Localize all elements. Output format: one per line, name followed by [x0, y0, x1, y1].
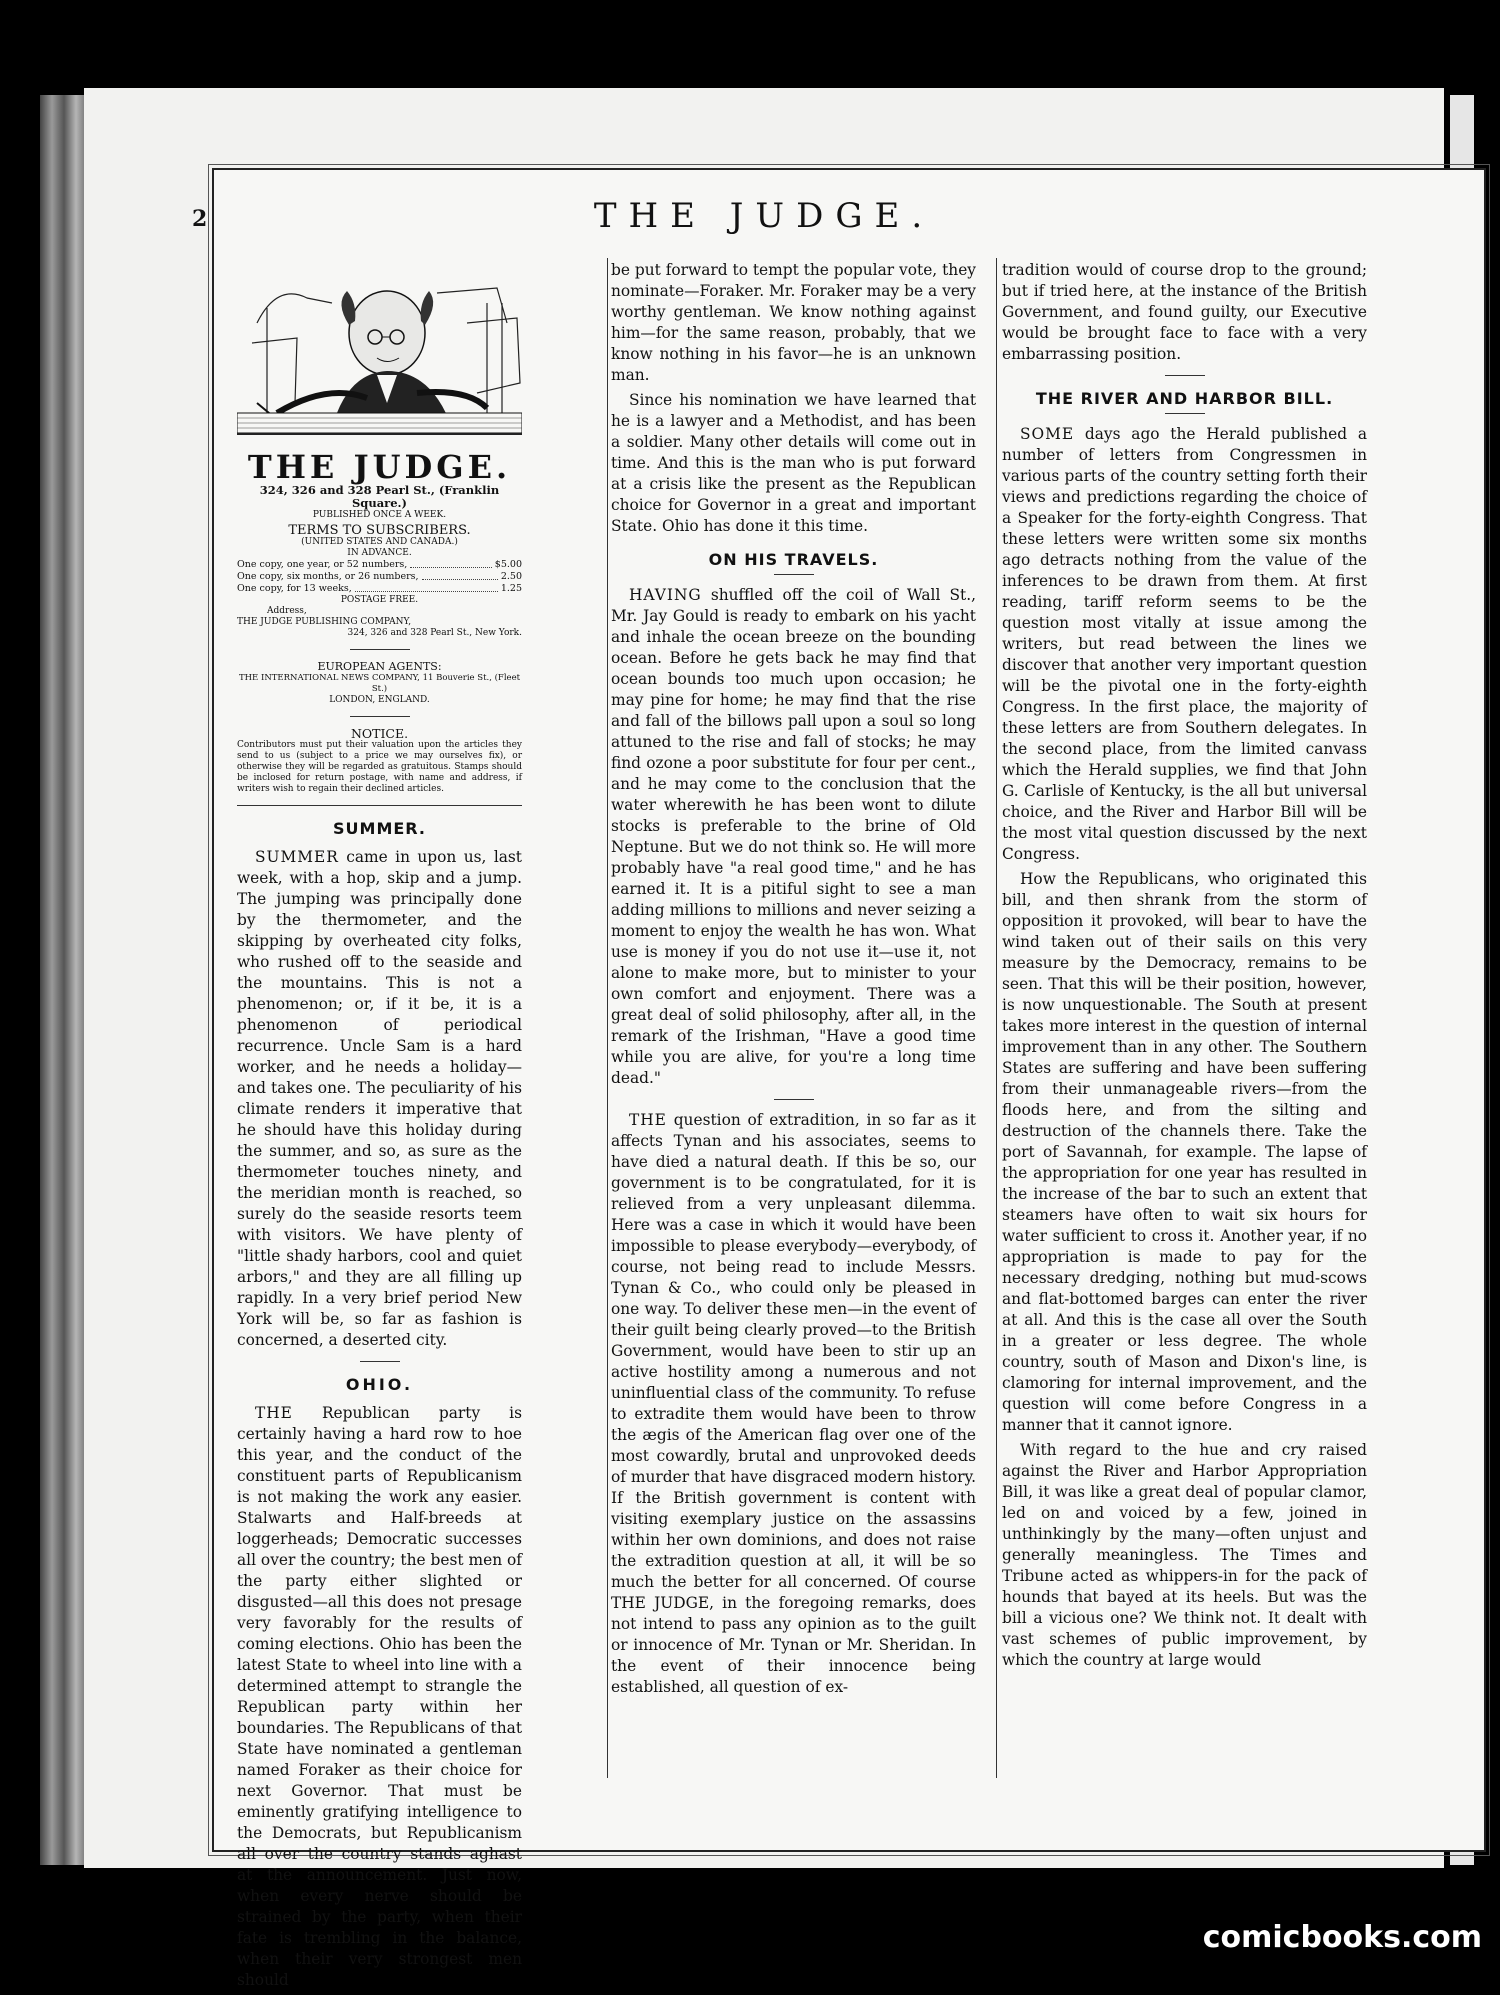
heading-travels: ON HIS TRAVELS.: [708, 550, 879, 569]
column-rule: [996, 258, 997, 1778]
address-label: Address,: [267, 606, 307, 616]
lead-word: THE: [255, 1404, 293, 1422]
terms-heading: TERMS TO SUBSCRIBERS.: [288, 523, 471, 538]
article-travels: [611, 585, 976, 1089]
agents-heading: EUROPEAN AGENTS:: [317, 660, 442, 673]
article-text: question of extradition, in so far as it affects Tynan and his associates, seems to have died a natural death. If this be so, our government is to be congratulated, for it is relieved from a very unpleasant dilemma. Here was a case in which it would have been impossible to please everybody—everybody, of course, not being read to include Messrs. Tynan & Co., who could only be pleased in one way. To deliver these men—in the event of their guilt being clearly proved—to the British Government, would have been to stir up an active hostility among a numerous and not uninfluential class of the community. To refuse to extradite them would have been to throw the ægis of the American flag over one of the most cowardly, brutal and unprovoked deeds of murder that have disgraced modern history. If the British government is content with visiting exemplary justice on the assassins within her own dominions, and does not raise the extradition question at all, it will be so much the better for all concerned. Of course THE JUDGE, in the foregoing remarks, does not intend to pass any opinion as to the guilt or innocence of Mr. Tynan or Mr. Sheridan. In the event of their innocence being established, all question of ex-: [611, 1111, 976, 1696]
price-value: 2.50: [500, 571, 522, 582]
column-2: [611, 260, 976, 1702]
divider: [774, 574, 814, 575]
postage-note: POSTAGE FREE.: [340, 595, 419, 605]
company-address: 324, 326 and 328 Pearl St., New York.: [347, 628, 522, 638]
masthead-title: THE JUDGE.: [593, 196, 935, 236]
divider: [774, 1099, 814, 1100]
article-ohio: [237, 1403, 522, 1991]
terms-sub: (UNITED STATES AND CANADA.): [301, 537, 458, 547]
notice-text: Contributors must put their valuation upon the articles they send to us (subject to a price we may ourselves fix), or otherwise they will be regarded as gratuitous. Stamps should be inclosed for return postage, with name and address, if writers wish to regain their declined articles.: [237, 740, 522, 794]
price-value: $5.00: [494, 559, 522, 570]
ohio-continued: be put forward to tempt the popular vote, they nominate—Foraker. Mr. Foraker may be a very worthy gentleman. We know nothing against him—for the same reason, probably, that we know nothing in his favor—he is an unknown man.: [611, 261, 976, 384]
article-text: days ago the Herald published a number of letters from Congressmen in various parts of the country setting forth their views and predictions regarding the choice of a Speaker for the forty-eighth Congress. That these letters were written some six months ago detracts nothing from the value of the inferences to be drawn from them. At first reading, tariff reform seems to be the question most vitally at issue among the writers, but read between the lines we discover that another very important question will be the pivotal one in the forty-eighth Congress. In the first place, the majority of these letters are from Southern delegates. In the second place, from the limited canvass which the Herald supplies, we find that John G. Carlisle of Kentucky, is the all but universal choice, and the River and Harbor Bill will be the most vital question discussed by the next Congress.: [1002, 425, 1367, 863]
river-harbor-paragraph: How the Republicans, who originated this bill, and then shrank from the storm of opposition it provoked, will bear to have the wind taken out of their sails on this very measure by the Democracy, remains to be seen. That this will be their position, however, is now unquestionable. The South at present takes more interest in the question of internal improvement than in any other. The Southern States are suffering and have been suffering from their unmanageable rivers—from the floods here, and from the silting and destruction of the channels there. Take the port of Savannah, for example. The lapse of the appropriation for one year has resulted in the increase of the bar to such an extent that steamers have often to wait six hours for water sufficient to cross it. Another year, if no appropriation is made to pay for the necessary dredging, nothing but mud-scows and flat-bottomed barges can enter the river at all. And this is the case all over the South in a greater or less degree. The whole country, south of Mason and Dixon's line, is clamoring for internal improvement, and the question will come before Congress in a manner that it cannot ignore.: [1002, 870, 1367, 1434]
price-value: 1.25: [500, 583, 522, 594]
price-row: [237, 571, 522, 583]
column-rule: [607, 258, 608, 1778]
price-label: One copy, six months, or 26 numbers,: [237, 571, 419, 582]
heading-summer: SUMMER.: [333, 819, 426, 838]
box-published: PUBLISHED ONCE A WEEK.: [312, 510, 447, 520]
divider: [1165, 413, 1205, 414]
heading-river-harbor: THE RIVER AND HARBOR BILL.: [1035, 389, 1334, 408]
article-text: Republican party is certainly having a hard row to hoe this year, and the conduct of the constituent parts of Republicanism is not making the work any easier. Stalwarts and Half-breeds at loggerheads; Democratic successes all over the country; the best men of the party either slighted or disgusted—all this does not presage very favorably for the results of coming elections. Ohio has been the latest State to wheel into line with a determined attempt to strangle the Republican party within her boundaries. The Republicans of that State have nominated a gentleman named Foraker as their choice for next Governor. That must be eminently gratifying intelligence to the Democrats, but Republicanism all over the country stands aghast at the announcement. Just now, when every nerve should be strained by the party, when their fate is trembling in the balance, when their very strongest men should: [237, 1404, 522, 1989]
divider: [1165, 375, 1205, 376]
extradition-continued: tradition would of course drop to the ground; but if tried here, at the instance of the British Government, and found guilty, our Executive would be brought face to face with a very embarrassing position.: [1002, 261, 1367, 363]
price-label: One copy, for 13 weeks,: [237, 583, 352, 594]
article-text: came in upon us, last week, with a hop, skip and a jump. The jumping was principally done by the thermometer, and the skipping by overheated city folks, who rushed off to the seaside and the mountains. This is not a phenomenon; or, if it be, it is a phenomenon of periodical recurrence. Uncle Sam is a hard worker, and he needs a holiday—and takes one. The peculiarity of his climate renders it imperative that he should have this holiday during the summer, and so, as sure as the thermometer touches ninety, and the meridian month is reached, so surely do the seaside resorts teem with visitors. We have plenty of "little shady harbors, cool and quiet arbors," and they are all filling up rapidly. In a very brief period New York will be, so far as fashion is concerned, a deserted city.: [237, 848, 522, 1349]
box-title: THE JUDGE.: [247, 448, 512, 486]
column-3: [1002, 260, 1367, 1675]
heading-ohio: OHIO.: [345, 1375, 414, 1394]
company-name: THE JUDGE PUBLISHING COMPANY,: [237, 617, 412, 627]
lead-word: SUMMER: [255, 848, 339, 866]
watermark: comicbooks.com: [1202, 1920, 1482, 1955]
article-summer: [237, 847, 522, 1351]
price-row: [237, 583, 522, 595]
judge-illustration: [237, 263, 522, 435]
price-row: [237, 559, 522, 571]
page-number: 2: [192, 206, 208, 232]
article-extradition: [611, 1110, 976, 1698]
agents-city: LONDON, ENGLAND.: [329, 695, 430, 705]
lead-word: HAVING: [629, 586, 702, 604]
river-harbor-paragraph: With regard to the hue and cry raised against the River and Harbor Appropriation Bill, it was like a great deal of popular clamor, led on and voiced by a few, joined in unthinkingly by the many—often unjust and generally meaningless. The Times and Tribune acted as whippers-in for the pack of hounds that bayed at its heels. But was the bill a vicious one? We think not. It dealt with vast schemes of public improvement, by which the country at large would: [1002, 1441, 1367, 1669]
box-address: 324, 326 and 328 Pearl St., (Franklin Square.): [259, 483, 500, 510]
divider: [360, 1361, 400, 1362]
lead-word: SOME: [1020, 425, 1075, 443]
agents-name: THE INTERNATIONAL NEWS COMPANY, 11 Bouverie St., (Fleet St.): [238, 673, 521, 694]
ohio-paragraph: Since his nomination we have learned that he is a lawyer and a Methodist, and has been a soldier. Many other details will come out in time. And this is the man who is put forward at a crisis like the present as the Republican choice for Governor in a great and important State. Ohio has done it this time.: [611, 391, 976, 535]
price-label: One copy, one year, or 52 numbers,: [237, 559, 408, 570]
price-list: [237, 559, 522, 595]
notice-heading: NOTICE.: [350, 726, 409, 741]
lead-word: THE: [629, 1111, 667, 1129]
column-1: [237, 263, 522, 1995]
article-text: shuffled off the coil of Wall St., Mr. Jay Gould is ready to embark on his yacht and inhale the ocean breeze on the bounding ocean. Before he gets back he may find that ocean bounds too much upon occasion; he may pine for home; he may find that the rise and fall of the billows pall upon a soul so long attuned to the rise and fall of stocks; he may find ozone a poor substitute for four per cent., and he may come to the conclusion that the water wherewith he has been wont to dilute stocks is preferable to the brine of Old Neptune. But we do not think so. He will more probably have "a real good time," and he has earned it. It is a pitiful sight to see a man adding millions to millions and never seizing a moment to enjoy the wealth he has won. What use is money if you do not use it—use it, not alone to make more, but to minister to your own comfort and enjoyment. There was a great deal of solid philosophy, after all, in the remark of the Irishman, "Have a good time while you are alive, for you're a long time dead.": [611, 586, 976, 1087]
in-advance: IN ADVANCE.: [347, 548, 412, 558]
divider: [237, 805, 522, 806]
article-river-harbor: [1002, 424, 1367, 865]
